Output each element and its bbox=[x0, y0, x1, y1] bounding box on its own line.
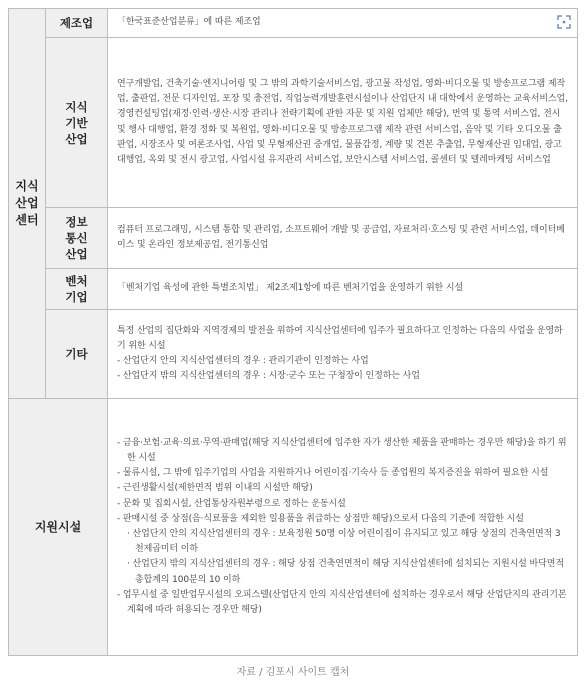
row-label-text: 지식 기반 산업 bbox=[65, 99, 88, 146]
support-list-item: - 판매시설 중 상점(음·식료품을 제외한 일용품을 취급하는 상점만 해당)으로서 다음의 기준에 적합한 시설 bbox=[117, 513, 524, 524]
support-list-item: - 금융·보험·교육·의료·무역·판매업(해당 지식산업센터에 입주한 자가 생산한 제품을 판매하는 경우만 해당)을 하기 위한 시설 bbox=[117, 437, 567, 463]
row-label-venture bbox=[46, 269, 108, 310]
row-label-manufacturing bbox=[46, 9, 108, 38]
row-content-other bbox=[108, 310, 578, 399]
support-list bbox=[117, 436, 569, 618]
support-list-item: - 물류시설, 그 밖에 입주기업의 사업을 지원하거나 어린이집·기숙사 등 종업원의 복지증진을 위하여 필요한 시설 bbox=[117, 468, 549, 479]
content-text: 연구개발업, 건축기술·엔지니어링 및 그 밖의 과학기술서비스업, 광고물 작성업, 영화·비디오물 및 방송프로그램 제작업, 출판업, 전문 디자인업, 포장 및 충전업, 직업능력개발훈련시설이나 산업단지 내 대학에서 운영하는 교육서비스업, 경영컨설팅업(재정·인력·생산·시장 관리나 전략기획에 관한 자문 및 지원 업체만 해당), 번역 및 통역 서비스업, 전시 및 행사 대행업, 환경 정화 및 복원업, 영화·비디오물 및 방송프로그램 제작 관련 서비스업, 음악 및 기타 오디오물 출판업, 시장조사 및 여론조사업, 사업 및 무형재산권 중개업, 물품감정, 계량 및 견본 추출업, 무형재산권 임대업, 광고대행업, 옥외 및 전시 광고업, 사업시설 유지관리 서비스업, 보안시스템 서비스업, 콜센터 및 텔레마케팅 서비스업 bbox=[117, 78, 568, 165]
support-list-item: - 근린생활시설(제한면적 범위 이내의 시설만 해당) bbox=[117, 483, 313, 494]
support-list-item: - 문화 및 집회시설, 산업통상자원부령으로 정하는 운동시설 bbox=[117, 498, 346, 509]
content-text: 「한국표준산업분류」에 따른 제조업 bbox=[117, 17, 261, 28]
source-caption: 자료 / 김포시 사이트 캡처 bbox=[236, 667, 350, 678]
group-label-text: 지식 산업 센터 bbox=[15, 179, 39, 227]
row-content-knowledge-based bbox=[108, 38, 578, 208]
row-label-text: 벤처 기업 bbox=[65, 274, 88, 304]
support-list-item: · 산업단지 밖의 지식산업센터의 경우 : 해당 상점 건축연면적이 해당 지식산업센터에 설치되는 지원시설 바닥면적 총합계의 100분의 10 이하 bbox=[127, 559, 564, 585]
content-intro: 특정 산업의 집단화와 지역경제의 발전을 위하여 지식산업센터에 입주가 필요하다고 인정하는 다음의 사업을 운영하기 위한 시설 bbox=[117, 325, 563, 351]
list-item: - 산업단지 밖의 지식산업센터의 경우 : 시장·군수 또는 구청장이 인정하는 사업 bbox=[117, 371, 420, 382]
row-label-ict bbox=[46, 208, 108, 269]
industry-classification-table bbox=[8, 8, 578, 656]
support-facilities-content bbox=[108, 399, 578, 656]
content-text: 「벤처기업 육성에 관한 특별조치법」 제2조제1항에 따른 벤처기업을 운영하기 위한 시설 bbox=[117, 283, 464, 294]
row-label-text: 제조업 bbox=[59, 16, 94, 30]
row-content-venture bbox=[108, 269, 578, 310]
other-list bbox=[117, 354, 569, 384]
row-label-text: 기타 bbox=[65, 347, 88, 361]
row-label-other bbox=[46, 310, 108, 399]
row-content-manufacturing bbox=[108, 9, 578, 38]
list-item: - 산업단지 안의 지식산업센터의 경우 : 관리기관이 인정하는 사업 bbox=[117, 356, 369, 366]
group-label-support-facilities bbox=[9, 399, 108, 656]
expand-icon[interactable] bbox=[557, 15, 571, 29]
support-list-item: - 업무시설 중 일반업무시설의 오피스텔(산업단지 안의 지식산업센터에 설치하는 경우로서 해당 산업단지의 관리기본계획에 따라 허용되는 경우만 해당) bbox=[117, 589, 567, 616]
content-text: 컴퓨터 프로그래밍, 시스템 통합 및 관리업, 소프트웨어 개발 및 공급업, 자료처리·호스팅 및 관련 서비스업, 데이터베이스 및 온라인 정보제공업, 전기통신업 bbox=[117, 224, 565, 250]
row-content-ict bbox=[108, 208, 578, 269]
row-label-knowledge-based bbox=[46, 38, 108, 208]
row-label-text: 정보 통신 산업 bbox=[65, 215, 88, 261]
support-list-item: · 산업단지 안의 지식산업센터의 경우 : 보육정원 50명 이상 어린이집이 유지되고 있고 해당 상점의 건축연면적 3천제곱미터 이하 bbox=[127, 529, 561, 555]
group-label-knowledge-center bbox=[9, 9, 46, 399]
group-label-text: 지원시설 bbox=[34, 519, 82, 534]
